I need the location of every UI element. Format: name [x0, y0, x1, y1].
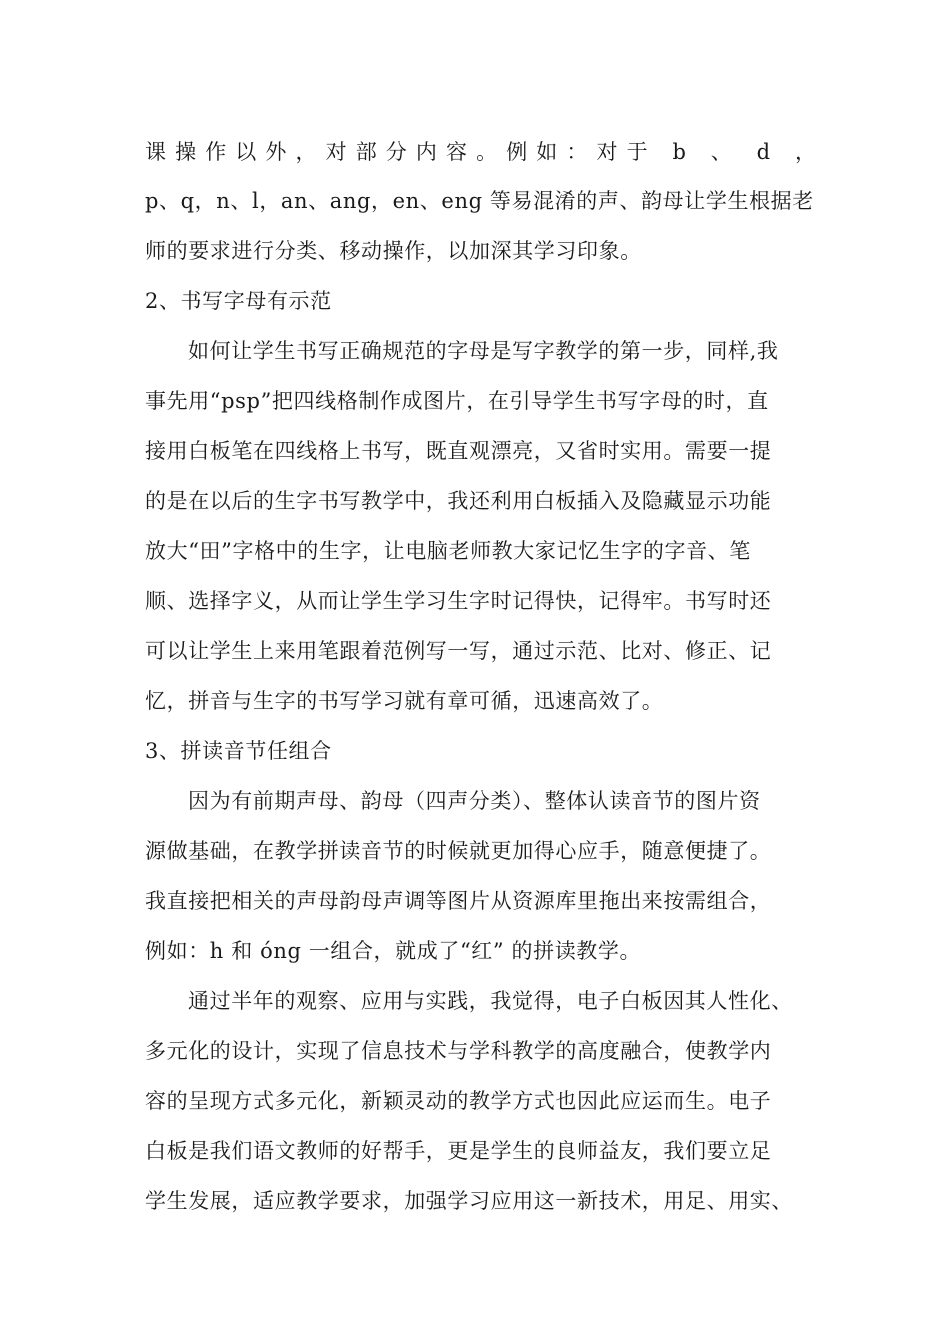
body-text-line: 事先用“psp”把四线格制作成图片，在引导学生书写字母的时，直	[145, 389, 769, 413]
body-text-line: 白板是我们语文教师的好帮手，更是学生的良师益友，我们要立足	[145, 1139, 772, 1163]
section-heading: 2、书写字母有示范	[145, 289, 332, 313]
body-text-line: 课操作以外，对部分内容。例如：对于 b 、 d ，	[145, 140, 826, 164]
body-text-line: 师的要求进行分类、移动操作，以加深其学习印象。	[145, 239, 642, 263]
body-text-line: 的是在以后的生字书写教学中，我还利用白板插入及隐藏显示功能	[145, 489, 772, 513]
body-text-line: 例如：h 和 óng 一组合，就成了“红” 的拼读教学。	[145, 939, 642, 963]
body-text-line: 如何让学生书写正确规范的字母是写字教学的第一步，同样,我	[188, 339, 779, 363]
body-text-line: 学生发展，适应教学要求，加强学习应用这一新技术，用足、用实、	[145, 1189, 793, 1213]
body-text-line: 顺、选择字义，从而让学生学习生字时记得快，记得牢。书写时还	[145, 589, 772, 613]
section-heading: 3、拼读音节任组合	[145, 739, 332, 763]
body-text-line: 容的呈现方式多元化，新颖灵动的教学方式也因此应运而生。电子	[145, 1089, 772, 1113]
body-text-line: 放大“田”字格中的生字，让电脑老师教大家记忆生字的字音、笔	[145, 539, 751, 563]
body-text-line: 因为有前期声母、韵母（四声分类）、整体认读音节的图片资	[188, 789, 761, 813]
body-text-line: 接用白板笔在四线格上书写，既直观漂亮，又省时实用。需要一提	[145, 439, 772, 463]
body-text-line: 多元化的设计，实现了信息技术与学科教学的高度融合，使教学内	[145, 1039, 772, 1063]
body-text-line: p、q，n、l，an、ang，en、eng 等易混淆的声、韵母让学生根据老	[145, 189, 814, 213]
body-text-line: 忆，拼音与生字的书写学习就有章可循，迅速高效了。	[145, 689, 664, 713]
body-text-line: 可以让学生上来用笔跟着范例写一写，通过示范、比对、修正、记	[145, 639, 772, 663]
body-text-line: 我直接把相关的声母韵母声调等图片从资源库里拖出来按需组合，	[145, 889, 772, 913]
body-text-line: 源做基础，在教学拼读音节的时候就更加得心应手，随意便捷了。	[145, 839, 772, 863]
body-text-line: 通过半年的观察、应用与实践，我觉得，电子白板因其人性化、	[188, 989, 793, 1013]
